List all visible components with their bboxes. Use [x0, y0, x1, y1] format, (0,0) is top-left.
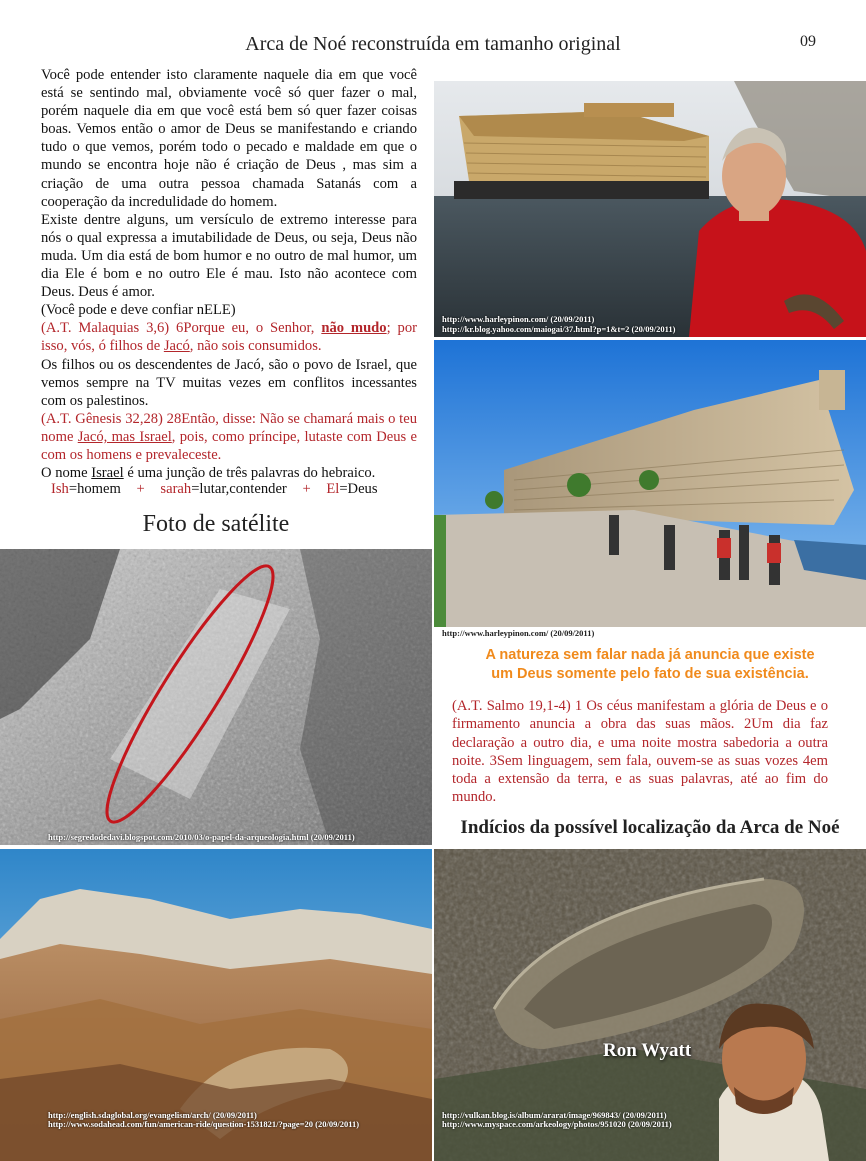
page-title: Arca de Noé reconstruída em tamanho original: [245, 33, 621, 55]
verse-genesis-emphasis: Jacó, mas Israel: [77, 428, 172, 445]
section-heading-indicios: Indícios da possível localização da Arca de Noé: [460, 817, 840, 838]
mountain-caption-1: http://english.sdaglobal.org/evangelism/arch/ (20/09/2011): [48, 1110, 257, 1120]
paragraph-5-a: O nome: [41, 465, 92, 482]
ark-image-middle: [434, 340, 866, 627]
page-number: 09: [800, 33, 816, 50]
satellite-caption: http://segredodedavi.blogspot.com/2010/03/o-papel-da-arqueologia.html (20/09/2011): [48, 832, 355, 842]
satellite-title: Foto de satélite: [142, 511, 290, 537]
ark-image-top: [434, 81, 866, 337]
israel-word: Israel: [91, 465, 124, 482]
nature-line-2: um Deus somente pelo fato de sua existência.: [491, 666, 809, 682]
mountain-photo: [0, 849, 432, 1161]
site-caption-1: http://vulkan.blog.is/album/ararat/image/969843/ (20/09/2011): [442, 1110, 667, 1120]
verse-malaquias-text-e: , não sois consumidos.: [189, 338, 322, 355]
plus-sign: +: [136, 481, 145, 497]
paragraph-5-c: é uma junção de três palavras do hebraico.: [123, 465, 376, 482]
mountain-caption-2: http://www.sodahead.com/fun/american-ride/question-1531821/?page=20 (20/09/2011): [48, 1119, 360, 1129]
satellite-image: [0, 549, 432, 845]
verse-genesis: [41, 410, 417, 464]
ron-wyatt-label: Ron Wyatt: [603, 1040, 692, 1061]
etym-word-ish: Ish: [51, 481, 69, 497]
verse-malaquias-text-c: ; por isso, vós, ó filhos de: [41, 320, 417, 355]
verse-malaquias: [41, 319, 417, 355]
etym-meaning-ish: =homem: [68, 481, 121, 497]
etym-word-sarah: sarah: [160, 481, 192, 497]
ark-top-caption-2: http://kr.blog.yahoo.com/maiogai/37.html?p=1&t=2 (20/09/2011): [442, 324, 676, 334]
verse-malaquias-emphasis: não mudo: [321, 320, 387, 337]
verse-malaquias-jaco: Jacó: [163, 338, 190, 355]
paragraph-4: Os filhos ou os descendentes de Jacó, são o povo de Israel, que vemos sempre na TV muitas vezes em conflitos incessantes com os palestinos.: [41, 356, 417, 409]
ark-photo-middle: [434, 340, 866, 627]
ark-middle-caption-below: http://www.harleypinon.com/ (20/09/2011): [442, 628, 595, 638]
nature-statement: [434, 646, 866, 684]
paragraph-3: (Você pode e deve confiar nELE): [41, 302, 236, 319]
verse-genesis-text-c: , pois, como príncipe, lutaste com Deus e com os homens e prevaleceste.: [41, 428, 417, 463]
verse-malaquias-text-a: (A.T. Malaquias 3,6) 6Porque eu, o Senhor,: [41, 320, 322, 337]
psalm-verse: (A.T. Salmo 19,1-4) 1 Os céus manifestam a glória de Deus e o firmamento anuncia a obra das suas mãos. 2Um dia faz declaração a outro dia, e uma noite mostra sabedoria a outra noite. 3Sem linguagem, sem fala, ouvem-se as suas vozes 4em toda a extensão da terra, e as suas palavras, até ao fim do mundo.: [452, 698, 828, 806]
verse-genesis-text-a: (A.T. Gênesis 32,28) 28Então, disse: Não se chamará mais o teu nome: [41, 410, 417, 445]
paragraph-5: [41, 464, 417, 482]
etym-word-el: El: [326, 481, 340, 497]
left-text-column: [41, 66, 417, 482]
satellite-photo: [0, 549, 432, 845]
etym-meaning-sarah: =lutar,contender: [191, 481, 287, 497]
paragraph-2: Existe dentre alguns, um versículo de extremo interesse para nós o qual expressa a imutabilidade de Deus, ou seja, Deus não muda. Um dia está de bom humor e no outro de mal humor, um dia Ele é bom e no outro Ele é mau. Isto não acontece com Deus. Deus é amor.: [41, 211, 417, 301]
hebrew-etymology: [41, 481, 417, 498]
ark-top-caption-1: http://www.harleypinon.com/ (20/09/2011): [442, 314, 595, 324]
site-caption-2: http://www.myspace.com/arkeology/photos/951020 (20/09/2011): [442, 1119, 672, 1129]
ark-photo-top: [434, 81, 866, 337]
plus-sign: +: [302, 481, 311, 497]
nature-line-1: A natureza sem falar nada já anuncia que existe: [485, 647, 815, 663]
etym-meaning-el: =Deus: [339, 481, 378, 497]
ark-site-photo: [434, 849, 866, 1161]
paragraph-1: Você pode entender isto claramente naquele dia em que você está se sentindo mal, obviamente você só quer fazer o mal, porém naquele dia em que você está bem só quer fazer coisas boas. Vemos então o amor de Deus se manifestando e criando tudo o que vemos, porém todo o pecado e maldade em que o mundo se encontra hoje não é criação de Deus , mas sim a criação de uma outra pessoa chamada Satanás com a cooperação da incredulidade do homem.: [41, 67, 417, 210]
